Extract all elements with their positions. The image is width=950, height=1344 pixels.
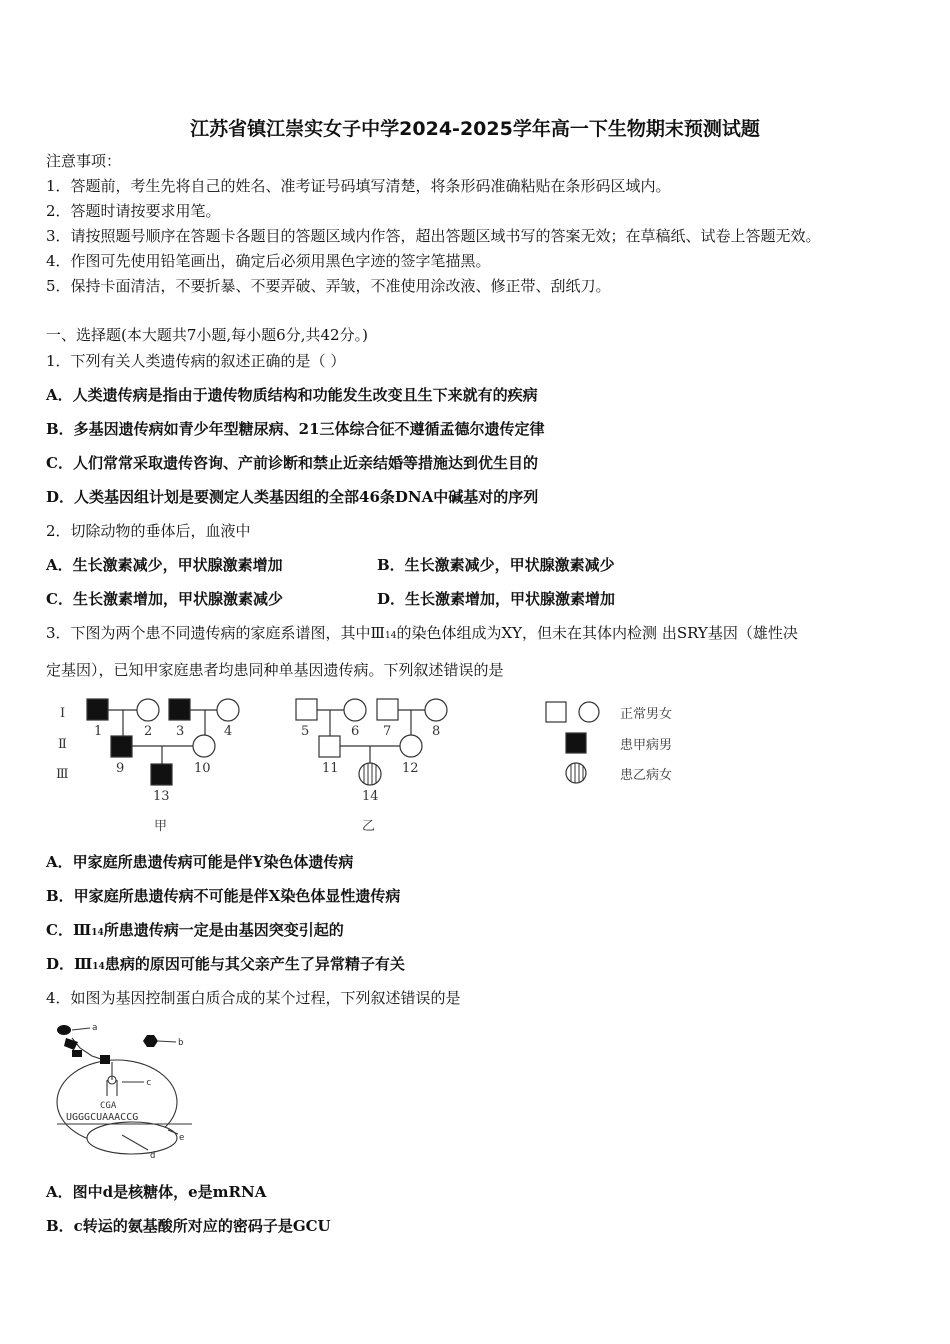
q4-stem: 4．如图为基因控制蛋白质合成的某个过程，下列叙述错误的是: [46, 989, 461, 1007]
individual-number: 7: [383, 724, 392, 739]
q3-d-post: 患病的原因可能与其父亲产生了异常精子有关: [104, 955, 405, 973]
individual-number: 10: [194, 761, 211, 776]
gen-label: Ⅲ: [56, 767, 69, 782]
affected-male-symbol: [87, 699, 108, 720]
q3-stem-b: 的染色体组成为XY，但未在其体内检测 出SRY基因（雄性决: [396, 624, 798, 642]
q2-option-d: D．生长激素增加，甲状腺激素增加: [377, 590, 616, 608]
gen-label: Ⅱ: [58, 737, 67, 752]
legend-label: 正常男女: [620, 707, 673, 722]
affected-male-symbol: [151, 764, 172, 785]
legend-normal-male-symbol: [546, 702, 566, 722]
page-title: 江苏省镇江崇实女子中学2024-2025学年高一下生物期末预测试题: [190, 118, 760, 140]
q3-option-a: A．甲家庭所患遗传病可能是伴Y染色体遗传病: [46, 853, 354, 871]
mrna-sequence: UGGGCUAAACCG: [66, 1112, 139, 1123]
q3-stem-a: 3．下图为两个患不同遗传病的家庭系谱图，其中Ⅲ: [46, 624, 386, 642]
legend-label: 患甲病男: [620, 738, 673, 753]
family-label: 甲: [154, 819, 168, 834]
q3-option-b: B．甲家庭所患遗传病不可能是伴X染色体显性遗传病: [46, 887, 401, 905]
affected-male-symbol: [111, 736, 132, 757]
individual-number: 8: [432, 724, 441, 739]
individual-number: 14: [362, 789, 379, 804]
family-label: 乙: [362, 819, 376, 834]
individual-number: 11: [322, 761, 339, 776]
translation-diagram: [52, 1020, 212, 1160]
q3-c-post: 所患遗传病一定是由基因突变引起的: [103, 921, 344, 939]
individual-number: 13: [153, 789, 170, 804]
q3-option-d: [46, 954, 405, 977]
q1-option-c: C．人们常常采取遗传咨询、产前诊断和禁止近亲结婚等措施达到优生目的: [46, 454, 538, 472]
diagram-label-b: b: [178, 1038, 184, 1048]
q3-c-sub: 14: [91, 928, 104, 938]
notice-item: 4．作图可先使用铅笔画出，确定后必须用黑色字迹的签字笔描黑。: [46, 252, 491, 270]
normal-male-symbol: [377, 699, 398, 720]
legend-normal-female-symbol: [579, 702, 599, 722]
notice-item: 2．答题时请按要求用笔。: [46, 202, 221, 220]
anticodon-label: CGA: [100, 1101, 117, 1111]
q1-option-b: B．多基因遗传病如青少年型糖尿病、21三体综合征不遵循孟德尔遗传定律: [46, 420, 545, 438]
normal-female-symbol: [344, 699, 366, 721]
individual-number: 12: [402, 761, 419, 776]
amino-acid-icon: [143, 1035, 158, 1047]
normal-female-symbol: [425, 699, 447, 721]
individual-number: 6: [351, 724, 360, 739]
q2-option-c: C．生长激素增加，甲状腺激素减少: [46, 590, 283, 608]
q4-option-b: B．c转运的氨基酸所对应的密码子是GCU: [46, 1217, 331, 1235]
amino-acid-icon: [64, 1038, 78, 1050]
amino-acid-icon: [100, 1055, 110, 1064]
q3-option-c: [46, 920, 344, 943]
normal-female-symbol: [217, 699, 239, 721]
notice-item: 1．答题前，考生先将自己的姓名、准考证号码填写清楚，将条形码准确粘贴在条形码区域内。: [46, 177, 671, 195]
individual-number: 5: [301, 724, 310, 739]
q3-d-pre: D．Ⅲ: [46, 955, 93, 973]
amino-acid-icon: [57, 1025, 71, 1035]
normal-female-symbol: [193, 735, 215, 757]
q3-stem-line1: [46, 623, 798, 646]
diagram-label-d: d: [150, 1151, 156, 1160]
legend-affected-female-symbol: [566, 763, 586, 783]
legend-affected-male-symbol: [566, 733, 586, 753]
normal-female-symbol: [137, 699, 159, 721]
notice-item: 3．请按照题号顺序在答题卡各题目的答题区域内作答，超出答题区域书写的答案无效；在草稿纸、试卷上答题无效。: [46, 227, 821, 245]
q1-option-d: D．人类基因组计划是要测定人类基因组的全部46条DNA中碱基对的序列: [46, 488, 539, 506]
q4-option-a: A．图中d是核糖体，e是mRNA: [46, 1183, 267, 1201]
normal-male-symbol: [319, 736, 340, 757]
q3-stem-line2: 定基因），已知甲家庭患者均患同种单基因遗传病。下列叙述错误的是: [46, 661, 504, 679]
section-heading: 一、选择题(本大题共7小题,每小题6分,共42分。): [46, 326, 368, 344]
amino-acid-icon: [72, 1050, 82, 1057]
notice-heading: 注意事项：: [46, 152, 122, 170]
affected-male-symbol: [169, 699, 190, 720]
q3-d-sub: 14: [92, 962, 105, 972]
q2-option-a: A．生长激素减少，甲状腺激素增加: [46, 556, 283, 574]
pedigree-diagram: [50, 690, 730, 838]
gen-label: Ⅰ: [60, 706, 66, 721]
q3-c-pre: C．Ⅲ: [46, 921, 92, 939]
individual-number: 3: [176, 724, 185, 739]
diagram-label-e: e: [179, 1133, 185, 1143]
individual-number: 9: [116, 761, 125, 776]
q2-option-b: B．生长激素减少，甲状腺激素减少: [377, 556, 615, 574]
diagram-label-a: a: [92, 1023, 98, 1033]
q3-stem-sub: 14: [385, 631, 397, 641]
individual-number: 4: [224, 724, 233, 739]
normal-female-symbol: [400, 735, 422, 757]
diagram-label-c: c: [146, 1078, 152, 1088]
q1-option-a: A．人类遗传病是指由于遗传物质结构和功能发生改变且生下来就有的疾病: [46, 386, 538, 404]
notice-item: 5．保持卡面清洁，不要折暴、不要弄破、弄皱，不准使用涂改液、修正带、刮纸刀。: [46, 277, 611, 295]
ribosome-small-subunit: [87, 1122, 177, 1154]
legend-label: 患乙病女: [620, 768, 673, 783]
affected-female-b-symbol: [359, 763, 381, 785]
q2-stem: 2．切除动物的垂体后，血液中: [46, 522, 251, 540]
individual-number: 2: [144, 724, 153, 739]
q1-stem: 1．下列有关人类遗传病的叙述正确的是（ ）: [46, 352, 346, 370]
individual-number: 1: [94, 724, 103, 739]
normal-male-symbol: [296, 699, 317, 720]
